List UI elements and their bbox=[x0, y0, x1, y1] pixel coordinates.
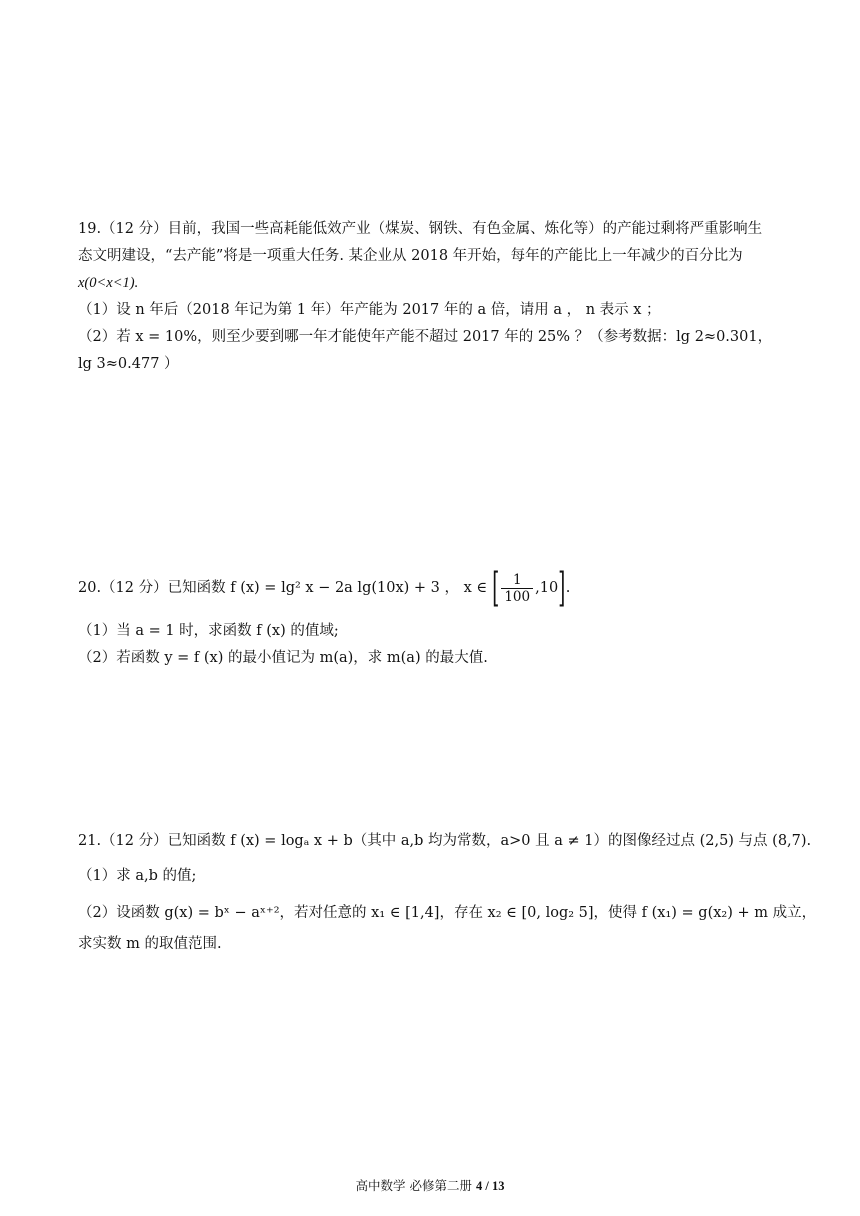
q20-period: . bbox=[565, 580, 571, 596]
q20-stem: 20.（12 分）已知函数 f (x) = lg² x − 2a lg(10x) + 3 ， x ∈ bbox=[78, 580, 492, 596]
q21-part-2: （2）设函数 g(x) = bˣ − aˣ⁺²，若对任意的 x₁ ∈ [1,4]，存在 x₂ ∈ [0, log₂ 5]，使得 f (x₁) = g(x₂) + m 成立， bbox=[78, 905, 817, 921]
q19-line-2: 态文明建设，“去产能”将是一项重大任务. 某企业从 2018 年开始，每年的产能比上一年减少的百分比为 bbox=[78, 248, 743, 264]
q21-part-1: （1）求 a,b 的值; bbox=[78, 868, 197, 884]
fraction-denominator: 100 bbox=[504, 588, 531, 605]
q20-line-1 bbox=[78, 566, 788, 610]
q19-line-1: 19.（12 分）目前，我国一些高耗能低效产业（煤炭、钢铁、有色金属、炼化等）的产能过剩将严重影响生 bbox=[78, 221, 763, 237]
q20-part-1: （1）当 a = 1 时，求函数 f (x) 的值域; bbox=[78, 623, 339, 639]
fraction-numerator: 1 bbox=[501, 572, 533, 589]
footer-title: 高中数学 必修第二册 bbox=[355, 1178, 476, 1193]
q19-line-6: lg 3≈0.477 ） bbox=[78, 356, 179, 372]
q21-line-1: 21.（12 分）已知函数 f (x) = logₐ x + b（其中 a,b 均为常数，a>0 且 a ≠ 1）的图像经过点 (2,5) 与点 (8,7). bbox=[78, 833, 812, 849]
fraction bbox=[501, 572, 533, 605]
page-number: 4 / 13 bbox=[475, 1179, 505, 1193]
q19-part-1: （1）设 n 年后（2018 年记为第 1 年）年产能为 2017 年的 a 倍，请用 a ， n 表示 x ； bbox=[78, 302, 661, 318]
q19-part-2: （2）若 x = 10%，则至少要到哪一年才能使年产能不超过 2017 年的 25% ？（参考数据：lg 2≈0.301， bbox=[78, 329, 773, 345]
question-19 bbox=[78, 216, 788, 378]
q20-part-2: （2）若函数 y = f (x) 的最小值记为 m(a)，求 m(a) 的最大值. bbox=[78, 650, 488, 666]
right-bracket: ] bbox=[558, 565, 566, 611]
question-21 bbox=[78, 828, 817, 958]
q19-line-3: x(0<x<1). bbox=[78, 275, 139, 291]
page-footer bbox=[0, 1176, 860, 1194]
question-20 bbox=[78, 566, 788, 672]
interval-end: ,10 bbox=[535, 580, 559, 596]
left-bracket: [ bbox=[492, 565, 500, 611]
q21-line-4: 求实数 m 的取值范围. bbox=[78, 936, 222, 952]
